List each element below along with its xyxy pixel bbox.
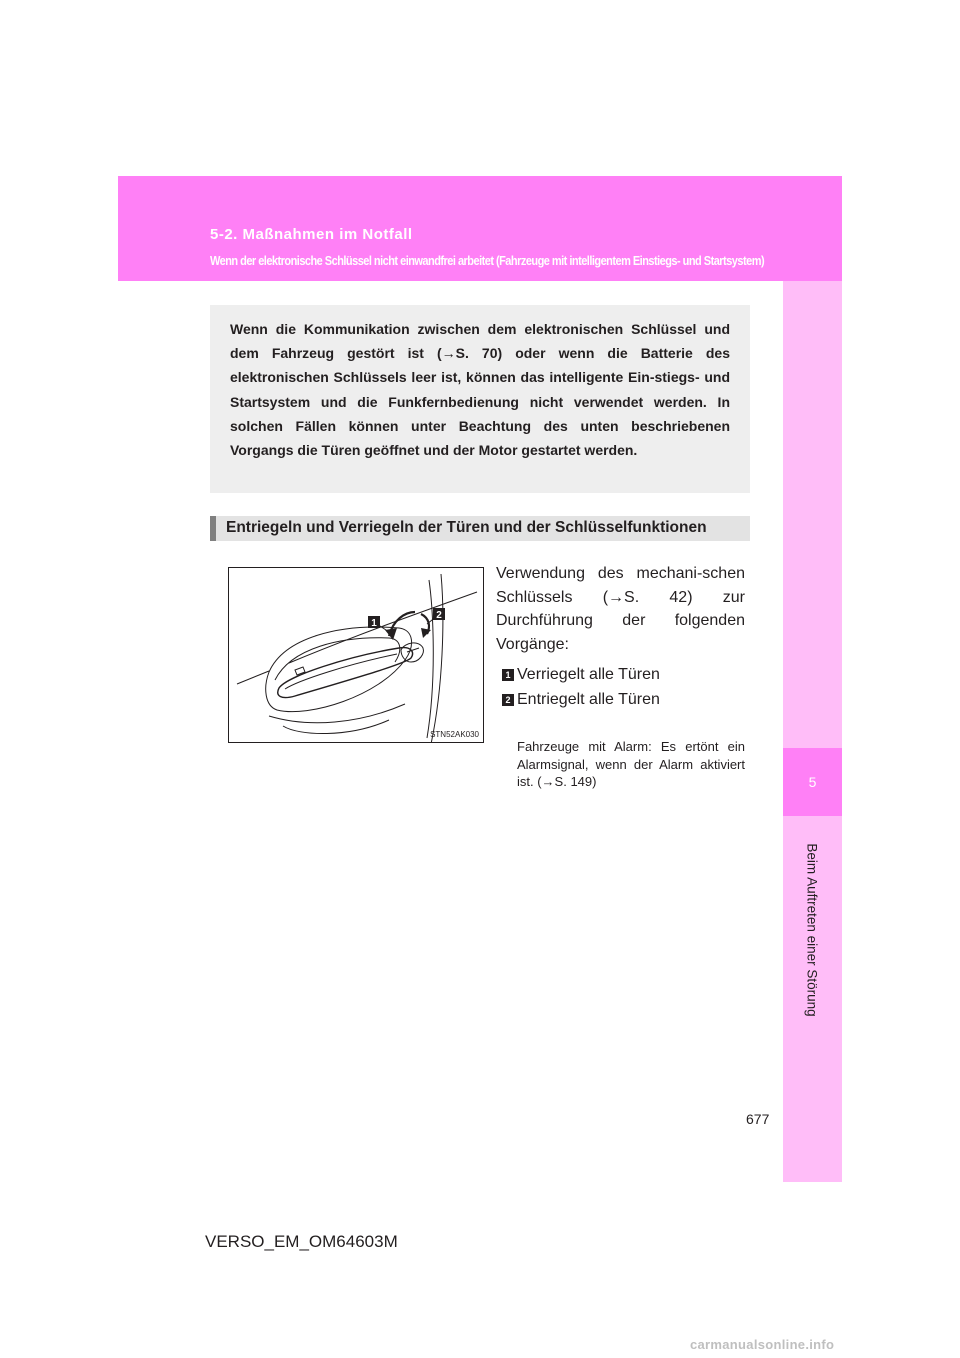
usage-text: Verwendung des mechani-schen Schlüssels (→S. 42) zur Durchführung der folgenden Vorgänge: (496, 565, 745, 653)
page-number: 677 (746, 1111, 770, 1127)
intro-text: Wenn die Kommunikation zwischen dem elektronischen Schlüssel und dem Fahrzeug gestört ist (→S. 70) oder wenn die Batterie des elektronischen Schlüssels leer ist, können das intelligente Ein-stiegs- und Startsystem und die Funkfernbedienung nicht verwendet werden. In solchen Fällen können unter Beachtung des unten beschriebenen Vorgangs die Türen geöffnet und der Motor gestartet werden. (230, 321, 730, 459)
door-handle-illustration (229, 568, 484, 743)
step-item (502, 665, 660, 685)
chapter-title: Beim Auftreten einer Störung (804, 843, 820, 1017)
section-label: 5-2. Maßnahmen im Notfall (210, 226, 413, 243)
subsection-title: Entriegeln und Verriegeln der Türen und der Schlüsselfunktionen (226, 519, 707, 536)
section-subtitle: Wenn der elektronische Schlüssel nicht einwandfrei arbeitet (Fahrzeuge mit intelligentem Einstiegs- und Startsystem) (210, 254, 765, 268)
chapter-tab[interactable] (783, 748, 842, 816)
watermark: carmanualsonline.info (690, 1337, 835, 1352)
callout-2: 2 (436, 610, 442, 621)
step-item (502, 690, 660, 710)
step-number-badge: 1 (502, 669, 514, 681)
document-id: VERSO_EM_OM64603M (205, 1232, 398, 1251)
step-text: Verriegelt alle Türen (517, 666, 660, 683)
step-text: Entriegelt alle Türen (517, 691, 660, 708)
door-handle-figure (228, 567, 484, 743)
side-strip (783, 281, 842, 1182)
step-number-badge: 2 (502, 694, 514, 706)
callout-1: 1 (371, 618, 377, 629)
chapter-number: 5 (808, 774, 817, 790)
subsection-bar (210, 516, 750, 541)
intro-box (210, 305, 750, 493)
figure-code: STN52AK030 (430, 730, 479, 739)
alarm-note: Fahrzeuge mit Alarm: Es ertönt ein Alarmsignal, wenn der Alarm aktiviert ist. (→S. 149) (517, 739, 745, 789)
